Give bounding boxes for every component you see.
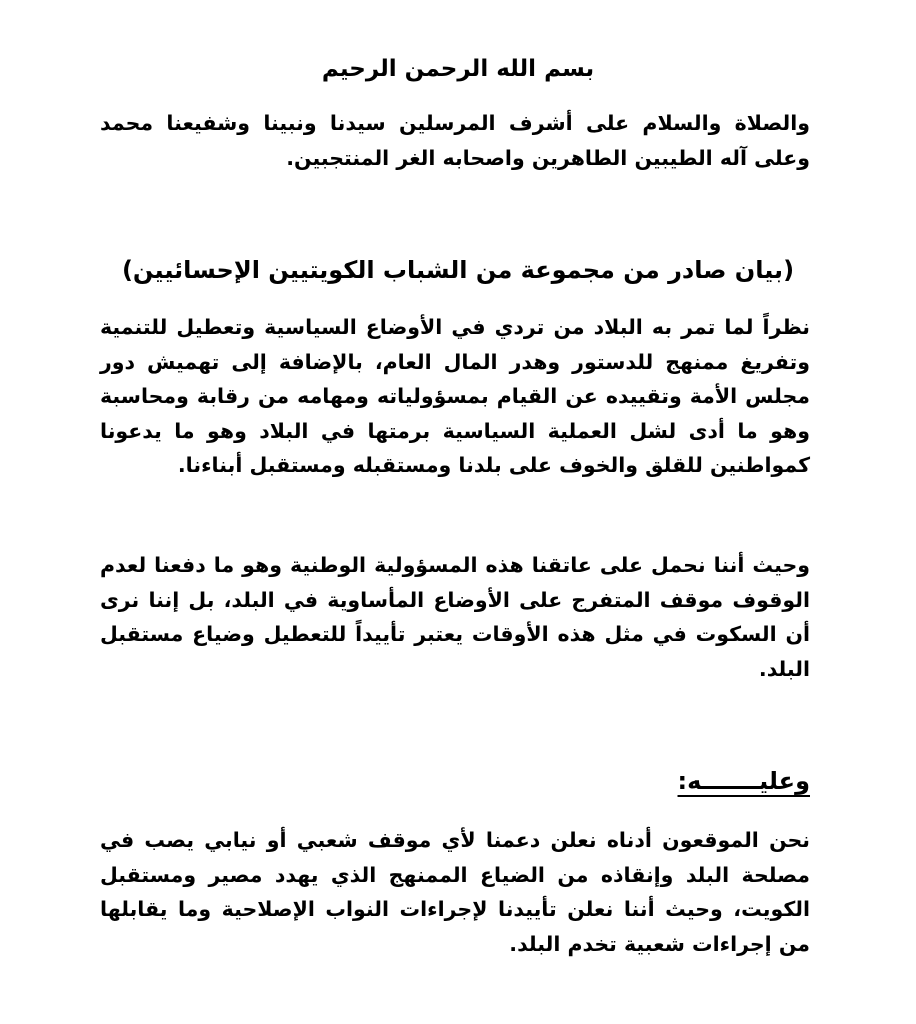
paragraph-1-block	[100, 310, 810, 483]
paragraph-2-block	[100, 548, 810, 686]
blessing-text: والصلاة والسلام على أشرف المرسلين سيدنا ونبينا وشفيعنا محمد وعلى آله الطيبين الطاهرين واصحابه الغر المنتجبين.	[100, 111, 810, 170]
paragraph-3-block	[100, 823, 810, 961]
statement-title: (بيان صادر من مجموعة من الشباب الكويتيين الإحسائيين)	[121, 256, 795, 284]
conclusion-heading: وعليـــــــه:	[677, 767, 810, 795]
blessing-block	[100, 106, 810, 175]
paragraph-1: نظراً لما تمر به البلاد من تردي في الأوضاع السياسية وتعطيل للتنمية وتفريغ ممنهج للدستور وهدر المال العام، بالإضافة إلى تهميش دور مجلس الأمة وتقييده عن القيام بمسؤولياته ومهامه من رقابة ومحاسبة وهو ما أدى لشل العملية السياسية برمتها في البلاد وهو ما يدعونا كمواطنين للقلق والخوف على بلدنا ومستقبله ومستقبل أبناءنا.	[100, 315, 810, 477]
paragraph-2: وحيث أننا نحمل على عاتقنا هذه المسؤولية الوطنية وهو ما دفعنا لعدم الوقوف موقف المتفرج على الأوضاع المأساوية في البلد، بل إننا نرى أن السكوت في مثل هذه الأوقات يعتبر تأييداً للتعطيل وضياع مستقبل البلد.	[100, 553, 810, 681]
paragraph-3: نحن الموقعون أدناه نعلن دعمنا لأي موقف شعبي أو نيابي يصب في مصلحة البلد وإنقاذه من الضياع الممنهج الذي يهدد مصير ومستقبل الكويت، وحيث أننا نعلن تأييدنا لإجراءات النواب الإصلاحية وما يقابلها من إجراءات شعبية تخدم البلد.	[100, 828, 810, 956]
basmala-heading: بسم الله الرحمن الرحيم	[321, 56, 595, 82]
